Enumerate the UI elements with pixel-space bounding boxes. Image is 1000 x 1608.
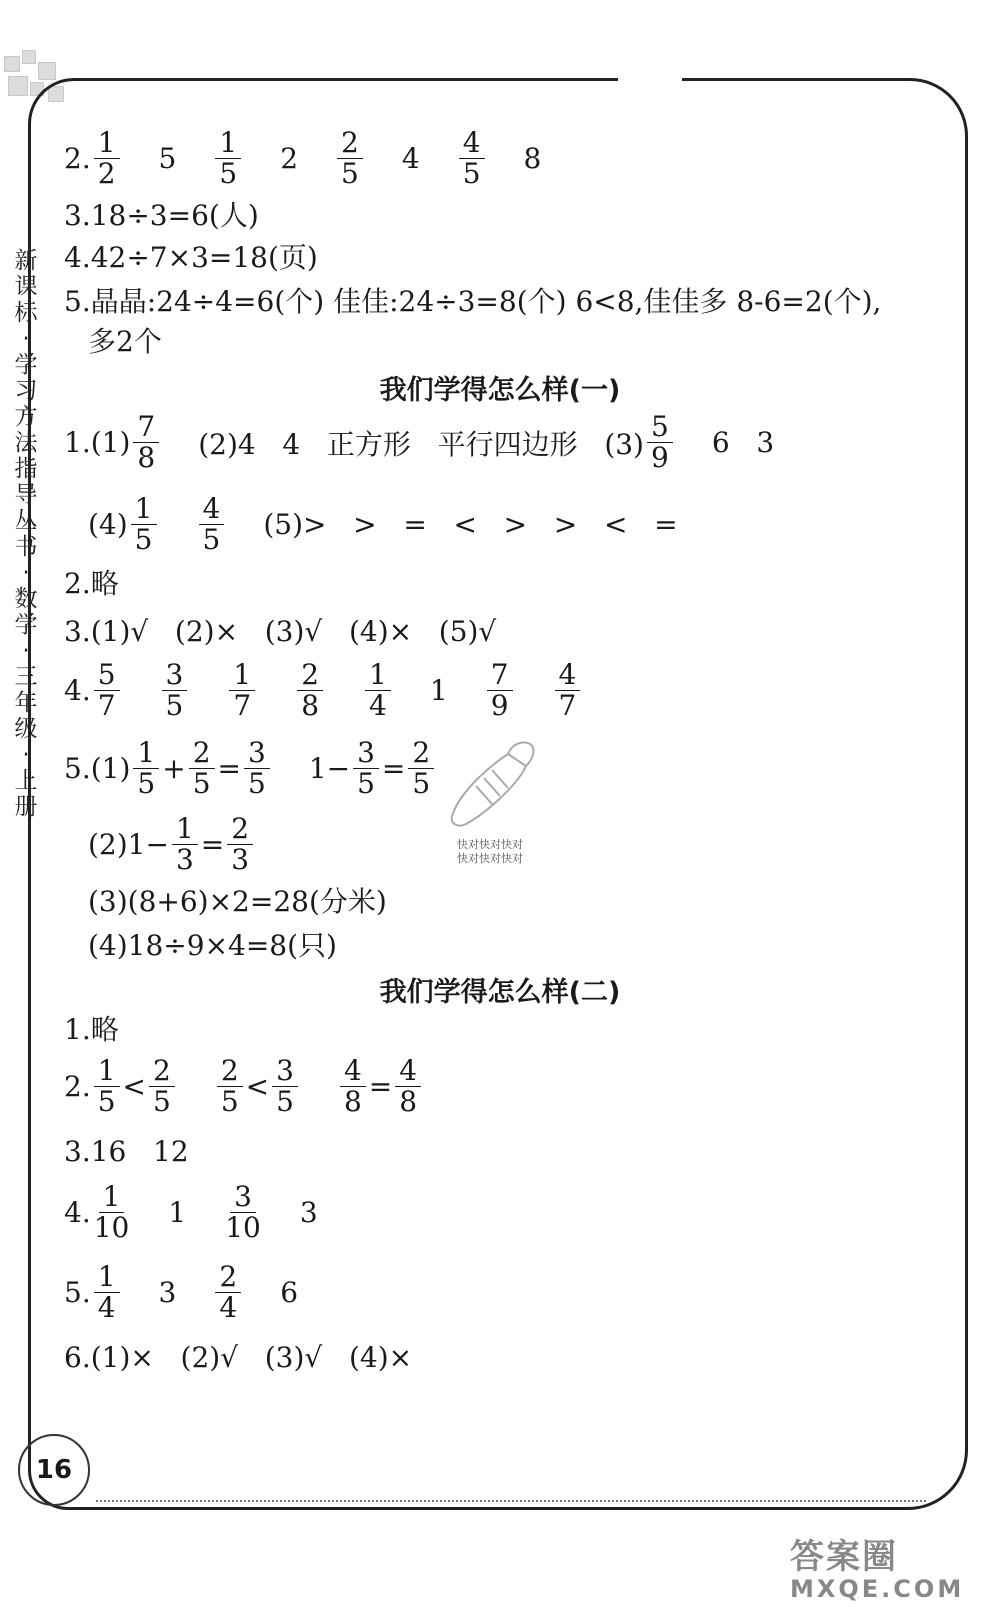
fraction: $\frac{2}{5}$ bbox=[149, 1056, 175, 1117]
fraction: $\frac{1}{4}$ bbox=[94, 1262, 120, 1323]
fraction: $\frac{3}{5}$ bbox=[272, 1056, 298, 1117]
fraction: $\frac{2}{4}$ bbox=[215, 1262, 241, 1323]
s1-answer-4 bbox=[64, 660, 583, 721]
fraction: $\frac{1}{5}$ bbox=[94, 1056, 120, 1117]
page-number: 16 bbox=[18, 1434, 90, 1506]
fraction: $\frac{1}{4}$ bbox=[365, 660, 391, 721]
s1-answer-5 bbox=[64, 738, 437, 799]
side-title-char: 习 bbox=[14, 378, 38, 404]
fraction: $\frac{7}{8}$ bbox=[133, 412, 159, 473]
side-title-char: 课 bbox=[14, 274, 38, 300]
side-title bbox=[8, 248, 44, 820]
operator: = bbox=[217, 752, 241, 785]
s1-answer-5-3: (3)(8+6)×2=28(分米) bbox=[88, 885, 387, 918]
fraction: $\frac{1}{5}$ bbox=[131, 494, 157, 555]
s2-answer-5 bbox=[64, 1262, 298, 1323]
fraction: $\frac{4}{8}$ bbox=[395, 1056, 421, 1117]
side-title-char: 导 bbox=[14, 482, 38, 508]
side-title-char: 标 bbox=[14, 300, 38, 326]
label: 5.(1) bbox=[64, 752, 131, 785]
text: (5)> > = < > > < = bbox=[263, 508, 678, 541]
side-title-char: 新 bbox=[14, 248, 38, 274]
s1-answer-3: 3.(1)√ (2)× (3)√ (4)× (5)√ bbox=[64, 615, 497, 648]
side-title-char: 法 bbox=[14, 430, 38, 456]
carrot-icon bbox=[440, 736, 540, 832]
fraction: $\frac{2}{5}$ bbox=[337, 128, 363, 189]
label: 1.(1) bbox=[64, 426, 131, 459]
s1-answer-5-2 bbox=[88, 814, 256, 875]
answer-4: 4.42÷7×3=18(页) bbox=[64, 241, 318, 274]
value: 8 bbox=[523, 142, 542, 175]
side-title-char: 指 bbox=[14, 456, 38, 482]
side-title-char: 学 bbox=[14, 352, 38, 378]
fraction: $\frac{7}{9}$ bbox=[487, 660, 513, 721]
side-title-char: · bbox=[22, 638, 30, 664]
side-title-char: 丛 bbox=[14, 508, 38, 534]
fraction: $\frac{4}{5}$ bbox=[199, 494, 225, 555]
label: 4. bbox=[64, 674, 91, 707]
s2-answer-4 bbox=[64, 1182, 318, 1243]
value: 1 bbox=[168, 1196, 187, 1229]
fraction: $\frac{3}{10}$ bbox=[225, 1180, 261, 1244]
side-title-char: 方 bbox=[14, 404, 38, 430]
side-title-char: 数 bbox=[14, 586, 38, 612]
fraction: $\frac{1}{5}$ bbox=[133, 738, 159, 799]
answer-5-cont: 多2个 bbox=[88, 325, 162, 358]
fraction: $\frac{1}{2}$ bbox=[94, 128, 120, 189]
side-title-char: 三 bbox=[14, 664, 38, 690]
side-title-char: 级 bbox=[14, 716, 38, 742]
operator: = bbox=[368, 1070, 393, 1103]
side-title-char: 册 bbox=[14, 794, 38, 820]
s1-answer-1-cont bbox=[88, 494, 678, 555]
frame-gap bbox=[618, 72, 682, 86]
fraction: $\frac{5}{7}$ bbox=[94, 660, 120, 721]
side-title-char: · bbox=[22, 742, 30, 768]
fraction: $\frac{1}{10}$ bbox=[93, 1180, 130, 1244]
label: 5. bbox=[64, 1276, 91, 1309]
label: (2)1− bbox=[88, 828, 169, 861]
fraction: $\frac{3}{5}$ bbox=[353, 738, 379, 799]
operator: = bbox=[200, 828, 225, 861]
text: 6 3 bbox=[711, 426, 775, 459]
s2-answer-3: 3.16 12 bbox=[64, 1135, 189, 1168]
side-title-char: · bbox=[22, 560, 30, 586]
side-title-char: · bbox=[22, 326, 30, 352]
operator: + bbox=[162, 752, 186, 785]
operator: < bbox=[122, 1070, 147, 1103]
fraction: $\frac{2}{3}$ bbox=[227, 814, 253, 875]
value: 2 bbox=[280, 142, 299, 175]
fraction: $\frac{5}{9}$ bbox=[647, 412, 673, 473]
value: 5 bbox=[158, 142, 177, 175]
label: (4) bbox=[88, 508, 128, 541]
value: 1 bbox=[429, 674, 448, 707]
fraction: $\frac{2}{8}$ bbox=[297, 660, 323, 721]
s1-answer-5-4: (4)18÷9×4=8(只) bbox=[88, 929, 337, 962]
s1-answer-1 bbox=[64, 412, 774, 473]
side-title-char: 书 bbox=[14, 534, 38, 560]
side-title-char: 年 bbox=[14, 690, 38, 716]
answer-5: 5.晶晶:24÷4=6(个) 佳佳:24÷3=8(个) 6<8,佳佳多 8-6=2(个), bbox=[64, 285, 882, 318]
bottom-rule bbox=[96, 1500, 926, 1502]
fraction: $\frac{1}{3}$ bbox=[172, 814, 198, 875]
answer-2 bbox=[64, 128, 541, 189]
fraction: $\frac{3}{5}$ bbox=[162, 660, 188, 721]
value: 3 bbox=[299, 1196, 318, 1229]
label: 4. bbox=[64, 1196, 91, 1229]
s2-answer-2 bbox=[64, 1056, 424, 1117]
label: 2. bbox=[64, 1070, 91, 1103]
text: 1− bbox=[308, 752, 351, 785]
fraction: $\frac{3}{5}$ bbox=[244, 738, 270, 799]
fraction: $\frac{4}{8}$ bbox=[340, 1056, 366, 1117]
fraction: $\frac{1}{5}$ bbox=[215, 128, 241, 189]
fraction: $\frac{2}{5}$ bbox=[189, 738, 215, 799]
carrot-caption: 快对快对快对 快对快对快对 bbox=[457, 838, 523, 865]
answer-3: 3.18÷3=6(人) bbox=[64, 199, 259, 232]
value: 3 bbox=[158, 1276, 177, 1309]
label: 2. bbox=[64, 142, 91, 175]
watermark-logo: 答案圈 MXQE.COM bbox=[790, 1537, 965, 1603]
fraction: $\frac{2}{5}$ bbox=[408, 738, 434, 799]
operator: < bbox=[245, 1070, 270, 1103]
s2-answer-1: 1.略 bbox=[64, 1013, 119, 1046]
text: (2)4 4 正方形 平行四边形 (3) bbox=[198, 427, 644, 461]
operator: = bbox=[381, 752, 406, 785]
s1-answer-2: 2.略 bbox=[64, 567, 119, 600]
fraction: $\frac{4}{5}$ bbox=[459, 128, 485, 189]
fraction: $\frac{4}{7}$ bbox=[555, 660, 581, 721]
s2-answer-6: 6.(1)× (2)√ (3)√ (4)× bbox=[64, 1341, 413, 1374]
side-title-char: 上 bbox=[14, 768, 38, 794]
fraction: $\frac{1}{7}$ bbox=[229, 660, 255, 721]
fraction: $\frac{2}{5}$ bbox=[217, 1056, 243, 1117]
value: 4 bbox=[401, 142, 420, 175]
section-heading-2: 我们学得怎么样(二) bbox=[379, 977, 621, 1008]
value: 6 bbox=[280, 1276, 299, 1309]
side-title-char: 学 bbox=[14, 612, 38, 638]
section-heading-1: 我们学得怎么样(一) bbox=[379, 375, 621, 406]
